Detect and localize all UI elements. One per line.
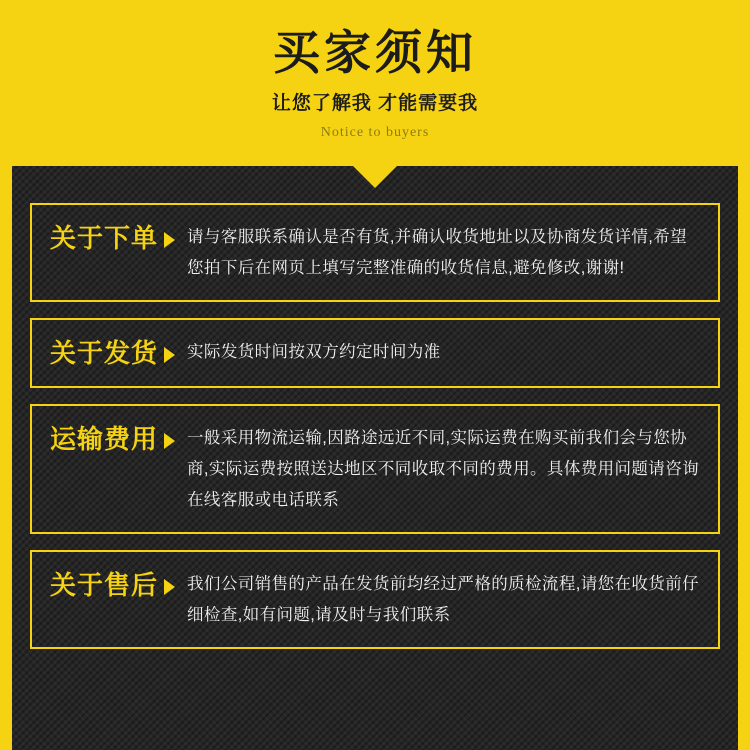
section-text: 实际发货时间按双方约定时间为准	[187, 343, 441, 361]
page-subtitle-english: Notice to buyers	[320, 125, 430, 140]
section-text: 我们公司销售的产品在发货前均经过严格的质检流程,请您在收货前仔细检查,如有问题,请及时与我们联系	[187, 575, 699, 624]
triangle-right-icon	[164, 579, 175, 595]
header-pointer-icon	[353, 166, 397, 188]
header-banner	[0, 0, 750, 166]
page-subtitle: 让您了解我 才能需要我	[271, 93, 479, 114]
triangle-right-icon	[164, 232, 175, 248]
notice-section-ordering	[30, 203, 720, 302]
section-label: 关于发货	[50, 338, 159, 368]
notice-sections	[30, 203, 720, 665]
section-label: 运输费用	[50, 424, 159, 454]
section-label: 关于售后	[50, 570, 159, 600]
page-title: 买家须知	[273, 26, 477, 79]
triangle-right-icon	[164, 347, 175, 363]
triangle-right-icon	[164, 433, 175, 449]
section-text: 请与客服联系确认是否有货,并确认收货地址以及协商发货详情,希望您拍下后在网页上填写完整准确的收货信息,避免修改,谢谢!	[187, 228, 688, 277]
notice-section-freight	[30, 404, 720, 534]
notice-section-aftersales	[30, 550, 720, 649]
notice-section-shipping	[30, 318, 720, 388]
section-text: 一般采用物流运输,因路途远近不同,实际运费在购买前我们会与您协商,实际运费按照送达地区不同收取不同的费用。具体费用问题请咨询在线客服或电话联系	[187, 429, 699, 509]
section-label: 关于下单	[50, 223, 159, 253]
